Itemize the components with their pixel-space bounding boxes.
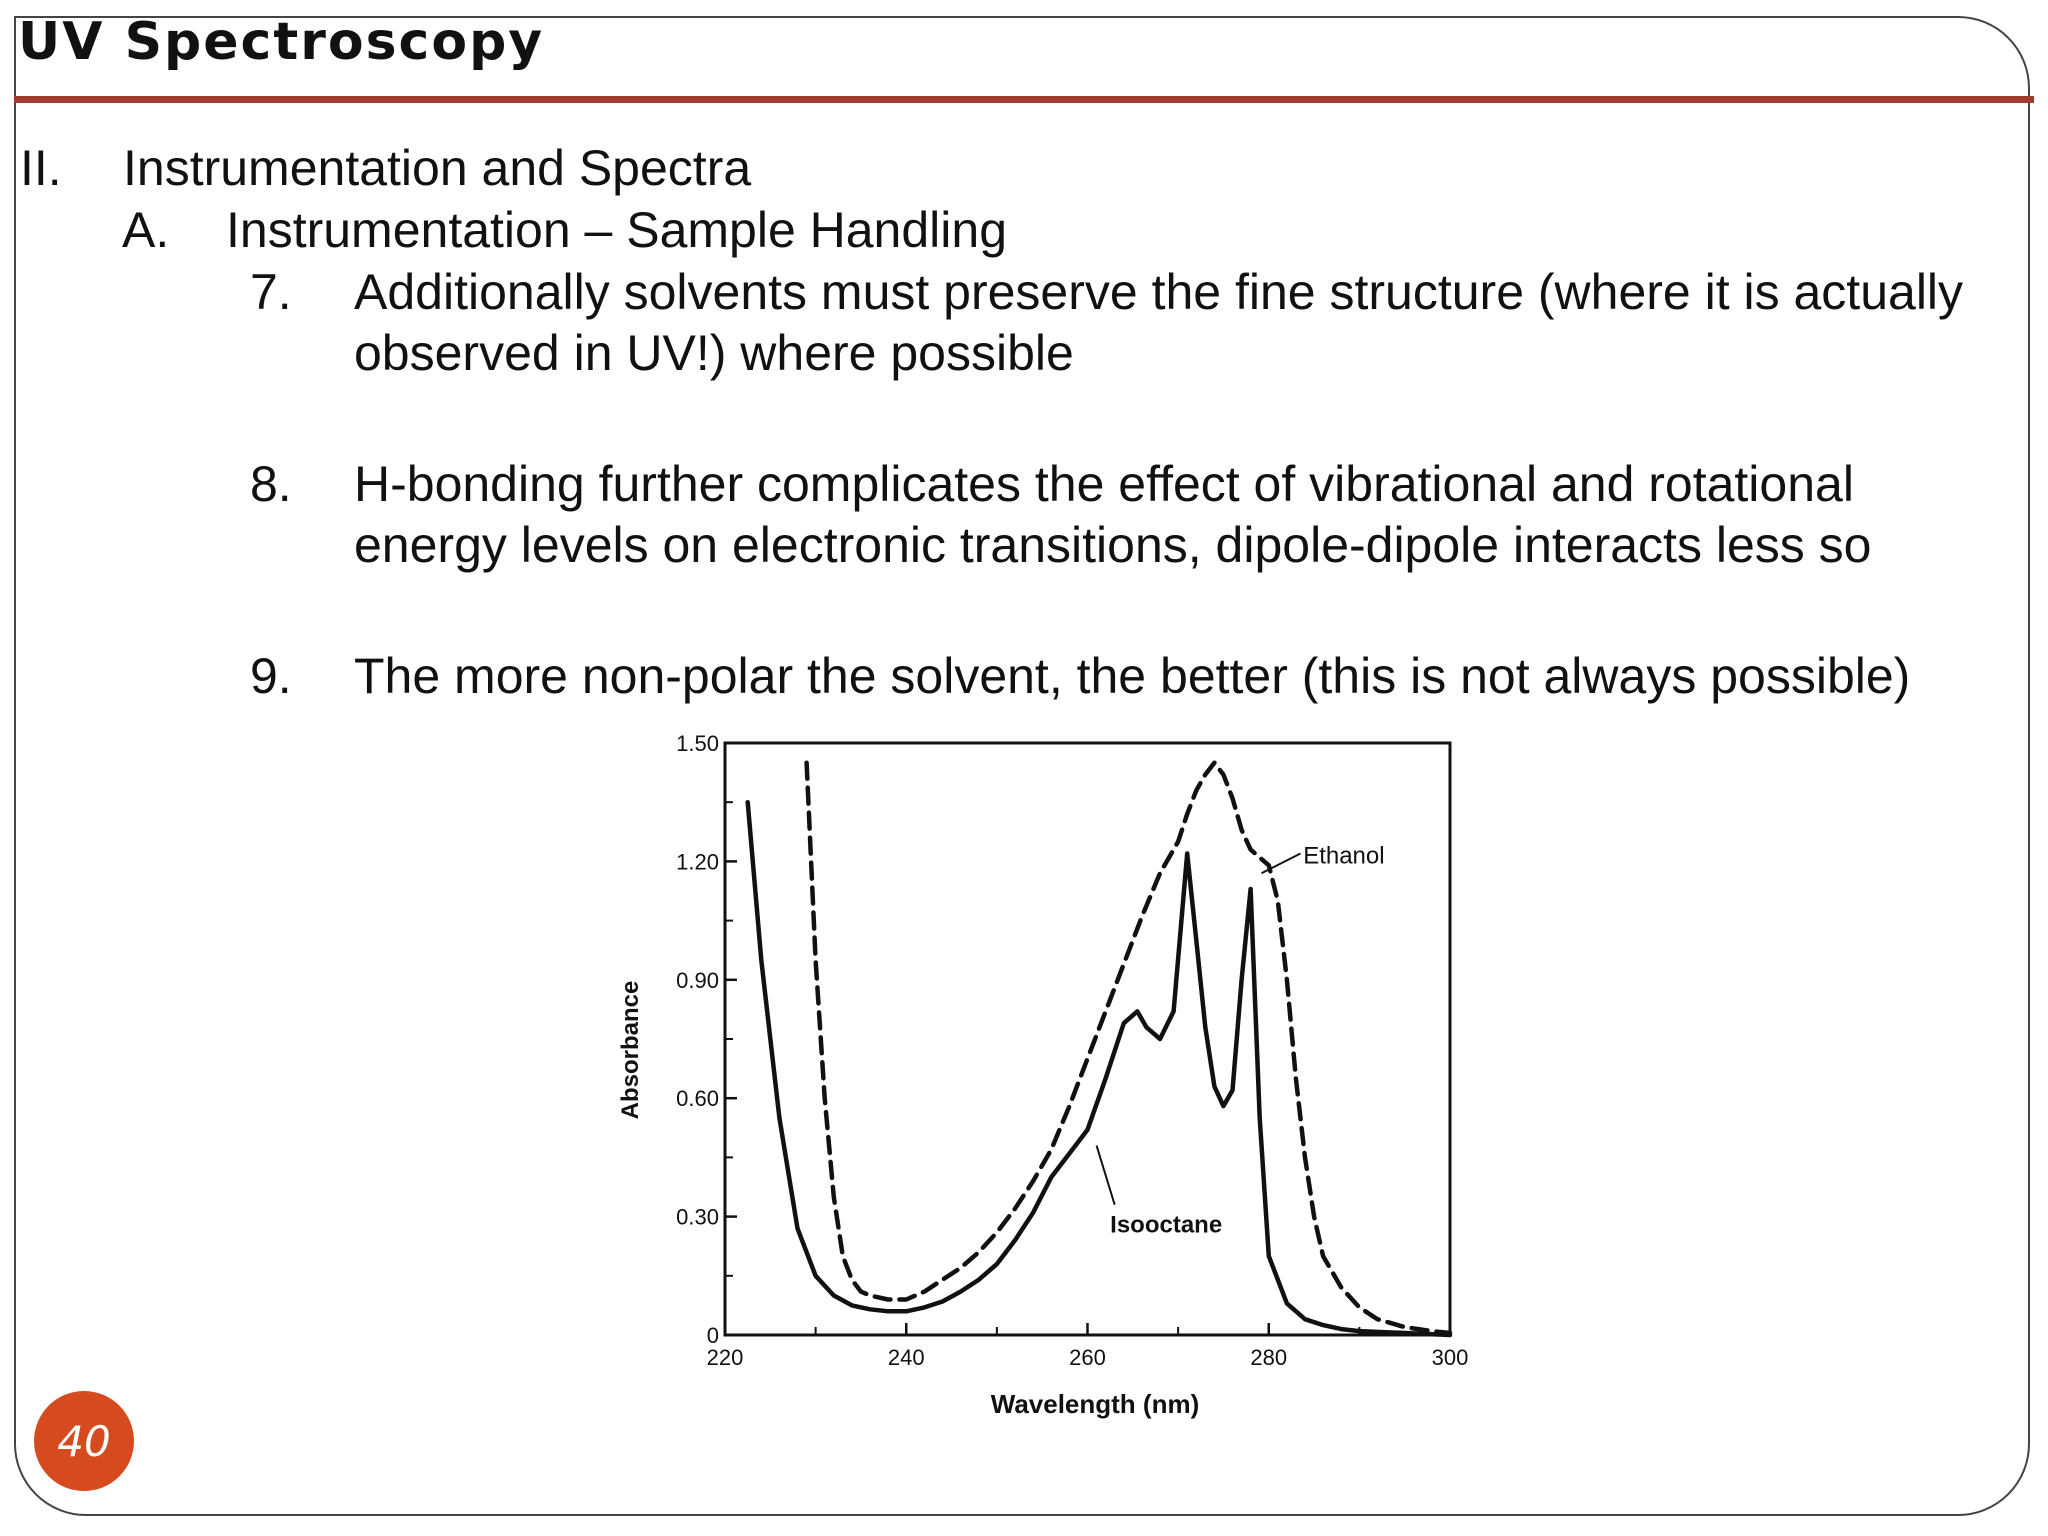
list-item-text: H-bonding further complicates the effect of vibrational and rotational energy levels on electronic transitions, dipole-dipole interacts less so <box>354 456 1872 573</box>
section-number: II. <box>20 140 62 196</box>
x-tick-label: 220 <box>706 1345 744 1370</box>
list-item-text: Additionally solvents must preserve the fine structure (where it is actually observed in UV!) where possible <box>354 264 1964 381</box>
section-title: Instrumentation and Spectra <box>123 140 752 196</box>
y-tick-label: 0 <box>706 1323 719 1348</box>
plot-frame <box>725 743 1450 1335</box>
x-axis-label: Wavelength (nm) <box>990 1389 1200 1419</box>
absorbance-chart <box>600 720 1480 1440</box>
ethanol-annotation: Ethanol <box>1303 842 1385 870</box>
page-number-badge: 40 <box>34 1391 134 1491</box>
title-divider <box>14 96 2034 103</box>
y-tick-label: 0.30 <box>676 1204 719 1230</box>
subsection-title: Instrumentation – Sample Handling <box>226 202 1008 258</box>
isooctane-leader-line <box>1097 1146 1115 1205</box>
x-tick-label: 300 <box>1431 1345 1469 1370</box>
series-line-isooctane <box>748 802 1450 1335</box>
x-tick-label: 240 <box>887 1345 925 1370</box>
y-tick-label: 0.60 <box>676 1086 719 1112</box>
y-tick-label: 1.50 <box>676 731 719 756</box>
y-axis-label: Absorbance <box>617 980 644 1120</box>
subsection-number: A. <box>122 202 170 258</box>
y-tick-label: 0.90 <box>676 967 719 993</box>
slide-title: UV Spectroscopy <box>18 12 545 72</box>
list-item-text: The more non-polar the solvent, the better (this is not always possible) <box>354 648 1911 704</box>
isooctane-annotation: Isooctane <box>1110 1211 1223 1239</box>
x-tick-label: 280 <box>1250 1345 1288 1370</box>
y-tick-label: 1.20 <box>676 849 719 875</box>
list-item-number: 8. <box>250 456 292 512</box>
list-item-number: 7. <box>250 264 292 320</box>
list-item-number: 9. <box>250 648 292 704</box>
x-tick-label: 260 <box>1069 1345 1106 1370</box>
